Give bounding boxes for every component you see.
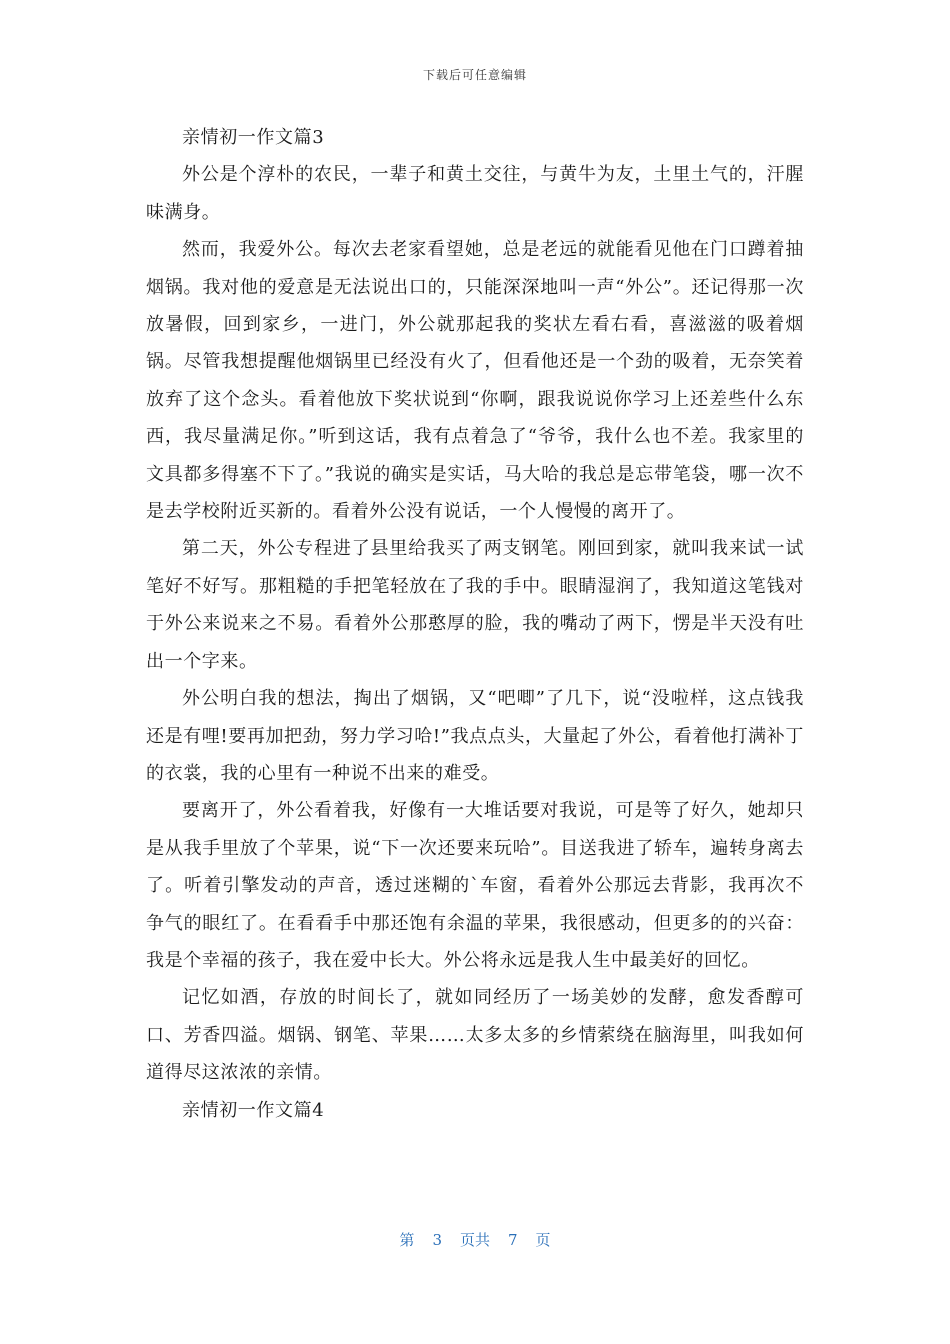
paragraph-1: 外公是个淳朴的农民，一辈子和黄土交往，与黄牛为友，土里土气的，汗腥味满身。 xyxy=(146,164,804,223)
paragraph-2: 然而，我爱外公。每次去老家看望她，总是老远的就能看见他在门口蹲着抽烟锅。我对他的爱意是无法说出口的，只能深深地叫一声“外公”。还记得那一次放暑假，回到家乡，一进门，外公就那起我的奖状左看右看，喜滋滋的吸着烟锅。尽管我想提醒他烟锅里已经没有火了，但看他还是一个劲的吸着，无奈笑着放弃了这个念头。看着他放下奖状说到“你啊，跟我说说你学习上还差些什么东西，我尽量满足你。”听到这话，我有点着急了“爷爷，我什么也不差。我家里的文具都多得塞不下了。”我说的确实是实话，马大哈的我总是忘带笔袋，哪一次不是去学校附近买新的。看着外公没有说话，一个人慢慢的离开了。 xyxy=(146,239,804,523)
footer-middle: 页共 xyxy=(459,1231,490,1249)
footer-prefix: 第 xyxy=(399,1231,415,1249)
paragraph-6: 记忆如酒，存放的时间长了，就如同经历了一场美妙的发酵，愈发香醇可口、芳香四溢。烟锅、钢笔、苹果……太多太多的乡情萦绕在脑海里，叫我如何道得尽这浓浓的亲情。 xyxy=(146,987,804,1084)
footer-current-page: 3 xyxy=(432,1231,442,1249)
document-body xyxy=(146,119,804,1129)
header-note: 下载后可任意编辑 xyxy=(422,68,527,82)
section-heading-3: 亲情初一作文篇3 xyxy=(182,127,325,148)
page-footer xyxy=(0,1229,950,1250)
footer-total-pages: 7 xyxy=(508,1231,518,1249)
section-heading-4: 亲情初一作文篇4 xyxy=(182,1099,325,1121)
paragraph-4: 外公明白我的想法，掏出了烟锅，又“吧唧”了几下，说“没啦样，这点钱我还是有哩!要再加把劲，努力学习哈!”我点点头，大量起了外公，看着他打满补丁的衣裳，我的心里有一种说不出来的难受。 xyxy=(146,688,804,784)
paragraph-3: 第二天，外公专程进了县里给我买了两支钢笔。刚回到家，就叫我来试一试笔好不好写。那粗糙的手把笔轻放在了我的手中。眼睛湿润了，我知道这笔钱对于外公来说来之不易。看着外公那憨厚的脸，我的嘴动了两下，愣是半天没有吐出一个字来。 xyxy=(146,538,804,672)
paragraph-5: 要离开了，外公看着我，好像有一大堆话要对我说，可是等了好久，她却只是从我手里放了个苹果，说“下一次还要来玩哈”。目送我进了轿车，遍转身离去了。听着引擎发动的声音，透过迷糊的`车窗，看着外公那远去背影，我再次不争气的眼红了。在看看手中那还饱有余温的苹果，我很感动，但更多的的兴奋：我是个幸福的孩子，我在爱中长大。外公将永远是我人生中最美好的回忆。 xyxy=(146,800,804,971)
footer-suffix: 页 xyxy=(535,1231,551,1249)
